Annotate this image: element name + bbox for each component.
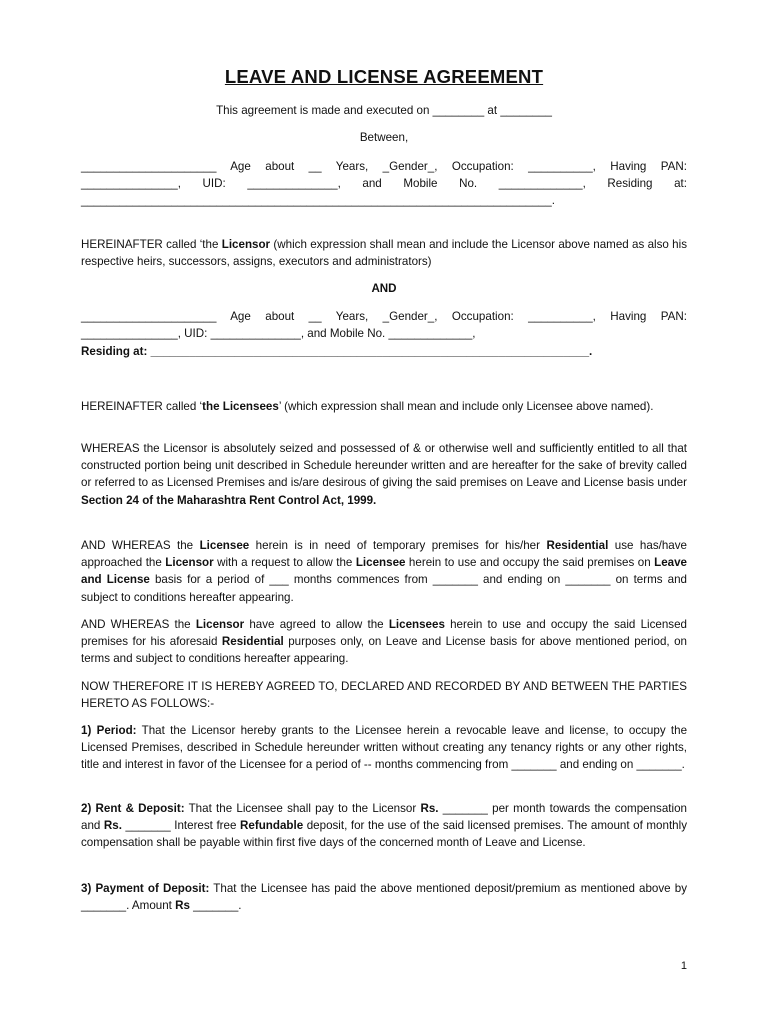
clause-rent-deposit: 2) Rent & Deposit: That the Licensee shall pay to the Licensor Rs. _______ per month towards the compensation and Rs. _______ Interest free Refundable deposit, for the use of the said licensed premises. The amount of monthly compensation shall be payable within first five days of the concerned month of Leave and License. — [81, 802, 691, 850]
party2-residing: Residing at: ____________________________________________________________________. — [81, 345, 593, 358]
now-therefore-clause: NOW THEREFORE IT IS HEREBY AGREED TO, DECLARED AND RECORDED BY AND BETWEEN THE PARTIES HERETO AS FOLLOWS:- — [81, 680, 687, 711]
page-number: 1 — [680, 960, 687, 972]
licensor-clause: HEREINAFTER called ‘the Licensor (which expression shall mean and include the Licensor above named as also his respective heirs, successors, assigns, executors and administrators) — [81, 238, 691, 269]
agreement-intro: This agreement is made and executed on ________ at ________ — [216, 104, 552, 117]
whereas-clause-2: AND WHEREAS the Licensee herein is in need of temporary premises for his/her Residential use has/have approached the Licensor with a request to allow the Licensee herein to use and occupy the said premises on Leave and License basis for a period of ___ months commences from _______ and ending on _______ on terms and subject to conditions hereafter appearing. — [81, 539, 691, 604]
clause-period: 1) Period: That the Licensor hereby grants to the Licensee herein a revocable leave and license, to occupy the Licensed Premises, described in Schedule hereunder written without creating any tenancy rights or any other rights, title and interest in favor of the Licensee for a period of -- months commencing from _______ and ending on _______. — [81, 724, 691, 772]
party2-details: _____________________ Age about __ Years, _Gender_, Occupation: __________, Having PAN: _______________, UID: ______________, and Mobile No. _____________, — [81, 310, 687, 341]
clause-payment-of-deposit: 3) Payment of Deposit: That the Licensee has paid the above mentioned deposit/premium as mentioned above by _______. Amount Rs _______. — [81, 882, 691, 913]
and-separator: AND — [371, 282, 397, 295]
document-title: LEAVE AND LICENSE AGREEMENT — [224, 66, 544, 87]
licensee-clause: HEREINAFTER called ‘the Licensees’ (which expression shall mean and include only Licensee above named). — [81, 400, 654, 413]
whereas-clause-3: AND WHEREAS the Licensor have agreed to allow the Licensees herein to use and occupy the said Licensed premises for his aforesaid Residential purposes only, on Leave and License basis for above mentioned period, on terms and subject to conditions hereafter appearing. — [81, 618, 691, 666]
whereas-clause-1: WHEREAS the Licensor is absolutely seized and possessed of & or otherwise well and sufficiently entitled to all that constructed portion being unit described in Schedule hereunder written and are hereafter for the sake of brevity called or referred to as Licensed Premises and is/are desirous of giving the said premises on Leave and License basis under Section 24 of the Maharashtra Rent Control Act, 1999. — [81, 442, 691, 507]
between-label: Between, — [359, 131, 409, 144]
party1-details: _____________________ Age about __ Years, _Gender_, Occupation: __________, Having PAN: _______________, UID: ______________, and Mobile No. _____________, Residing at: _________________________________________________________________________. — [81, 160, 687, 208]
